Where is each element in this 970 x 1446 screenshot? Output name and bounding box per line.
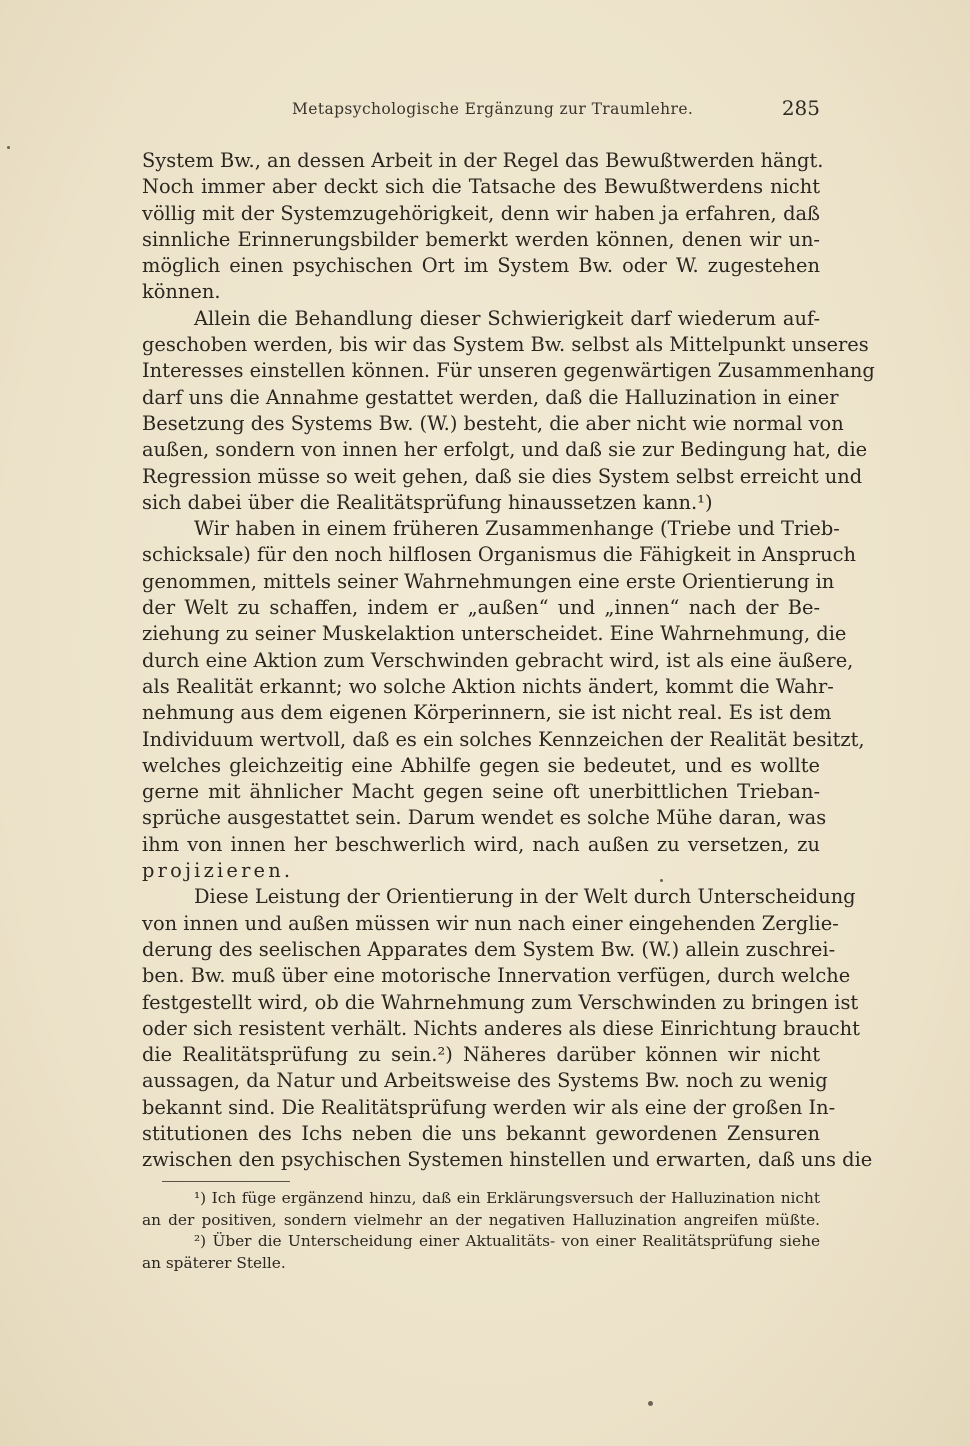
- body-text: [142, 148, 875, 1174]
- text-line: schicksale) für den noch hilflosen Organismus die Fähigkeit in Anspruch: [142, 543, 856, 567]
- text-line: festgestellt wird, ob die Wahrnehmung zum Verschwinden zu bringen ist: [142, 990, 859, 1014]
- footnote-line: ²) Über die Unterscheidung einer Aktualitäts- von einer Realitätsprüfung siehe: [194, 1232, 820, 1250]
- text-line: Noch immer aber deckt sich die Tatsache des Bewußtwerdens nicht: [142, 175, 820, 199]
- text-line: ziehung zu seiner Muskelaktion unterscheidet. Eine Wahrnehmung, die: [142, 622, 847, 646]
- text-line: können.: [142, 280, 221, 304]
- text-line: System Bw., an dessen Arbeit in der Regel das Bewußtwerden hängt.: [142, 149, 824, 172]
- footnote-line: an späterer Stelle.: [142, 1253, 286, 1272]
- footnote-divider: [162, 1181, 290, 1182]
- paper-speck: [660, 879, 663, 882]
- text-line: ihm von innen her beschwerlich wird, nach außen zu versetzen, zu: [142, 832, 820, 856]
- text-line: aussagen, da Natur und Arbeitsweise des Systems Bw. noch zu wenig: [142, 1069, 828, 1093]
- page-number: 285: [781, 96, 820, 120]
- paper-speck: [648, 1401, 653, 1406]
- running-head: Metapsychologische Ergänzung zur Traumlehre.: [292, 100, 694, 118]
- text-line: gerne mit ähnlicher Macht gegen seine oft unerbittlichen Trieban-: [142, 780, 820, 804]
- text-line: sprüche ausgestattet sein. Darum wendet es solche Mühe daran, was: [142, 806, 827, 830]
- text-line: als Realität erkannt; wo solche Aktion nichts ändert, kommt die Wahr-: [142, 674, 834, 698]
- text-line: derung des seelischen Apparates dem System Bw. (W.) allein zuschrei-: [142, 937, 836, 961]
- text-line: darf uns die Annahme gestattet werden, daß die Halluzination in einer: [142, 385, 839, 409]
- text-line: die Realitätsprüfung zu sein.²) Näheres darüber können wir nicht: [142, 1043, 820, 1067]
- text-line: der Welt zu schaffen, indem er „außen“ und „innen“ nach der Be-: [142, 596, 820, 620]
- text-line: Individuum wertvoll, daß es ein solches Kennzeichen der Realität besitzt,: [142, 727, 865, 751]
- text-line: oder sich resistent verhält. Nichts anderes als diese Einrichtung braucht: [142, 1016, 860, 1040]
- text-line: ben. Bw. muß über eine motorische Innervation verfügen, durch welche: [142, 964, 851, 988]
- text-line: Allein die Behandlung dieser Schwierigkeit darf wiederum auf-: [194, 306, 820, 330]
- text-line: bekannt sind. Die Realitätsprüfung werden wir als eine der großen In-: [142, 1095, 836, 1119]
- paper-speck: [7, 146, 10, 149]
- text-line: völlig mit der Systemzugehörigkeit, denn wir haben ja erfahren, daß: [142, 201, 820, 225]
- text-line: nehmung aus dem eigenen Körperinnern, sie ist nicht real. Es ist dem: [142, 701, 832, 725]
- text-line: Interesses einstellen können. Für unseren gegenwärtigen Zusammenhang: [142, 359, 875, 383]
- footnote-line: an der positiven, sondern vielmehr an der negativen Halluzination angreifen müßte.: [142, 1210, 820, 1229]
- text-line: sinnliche Erinnerungsbilder bemerkt werden können, denen wir un-: [142, 227, 820, 251]
- text-line: Diese Leistung der Orientierung in der Welt durch Unterscheidung: [194, 885, 856, 909]
- text-line: Regression müsse so weit gehen, daß sie dies System selbst erreicht und: [142, 464, 863, 488]
- text-line: stitutionen des Ichs neben die uns bekannt gewordenen Zensuren: [142, 1121, 820, 1145]
- text-line: welches gleichzeitig eine Abhilfe gegen sie bedeutet, und es wollte: [142, 753, 820, 777]
- text-line: von innen und außen müssen wir nun nach einer eingehenden Zerglie-: [142, 911, 839, 935]
- text-line: durch eine Aktion zum Verschwinden gebracht wird, ist als eine äußere,: [142, 648, 854, 672]
- footnote-line: ¹) Ich füge ergänzend hinzu, daß ein Erklärungsversuch der Halluzination nicht: [194, 1189, 820, 1207]
- text-line: außen, sondern von innen her erfolgt, und daß sie zur Bedingung hat, die: [142, 438, 868, 462]
- text-line: Wir haben in einem früheren Zusammenhange (Triebe und Trieb-: [194, 517, 840, 541]
- text-line: Besetzung des Systems Bw. (W.) besteht, die aber nicht wie normal von: [142, 411, 844, 435]
- text-line: projizieren.: [142, 859, 294, 883]
- text-line: möglich einen psychischen Ort im System Bw. oder W. zugestehen: [142, 254, 820, 278]
- text-line: sich dabei über die Realitätsprüfung hinaussetzen kann.¹): [142, 490, 713, 514]
- text-line: geschoben werden, bis wir das System Bw. selbst als Mittelpunkt unseres: [142, 333, 869, 357]
- text-line: zwischen den psychischen Systemen hinstellen und erwarten, daß uns die: [142, 1148, 873, 1172]
- text-line: genommen, mittels seiner Wahrnehmungen eine erste Orientierung in: [142, 569, 835, 593]
- footnotes: [142, 1188, 820, 1274]
- page-header: [142, 96, 820, 126]
